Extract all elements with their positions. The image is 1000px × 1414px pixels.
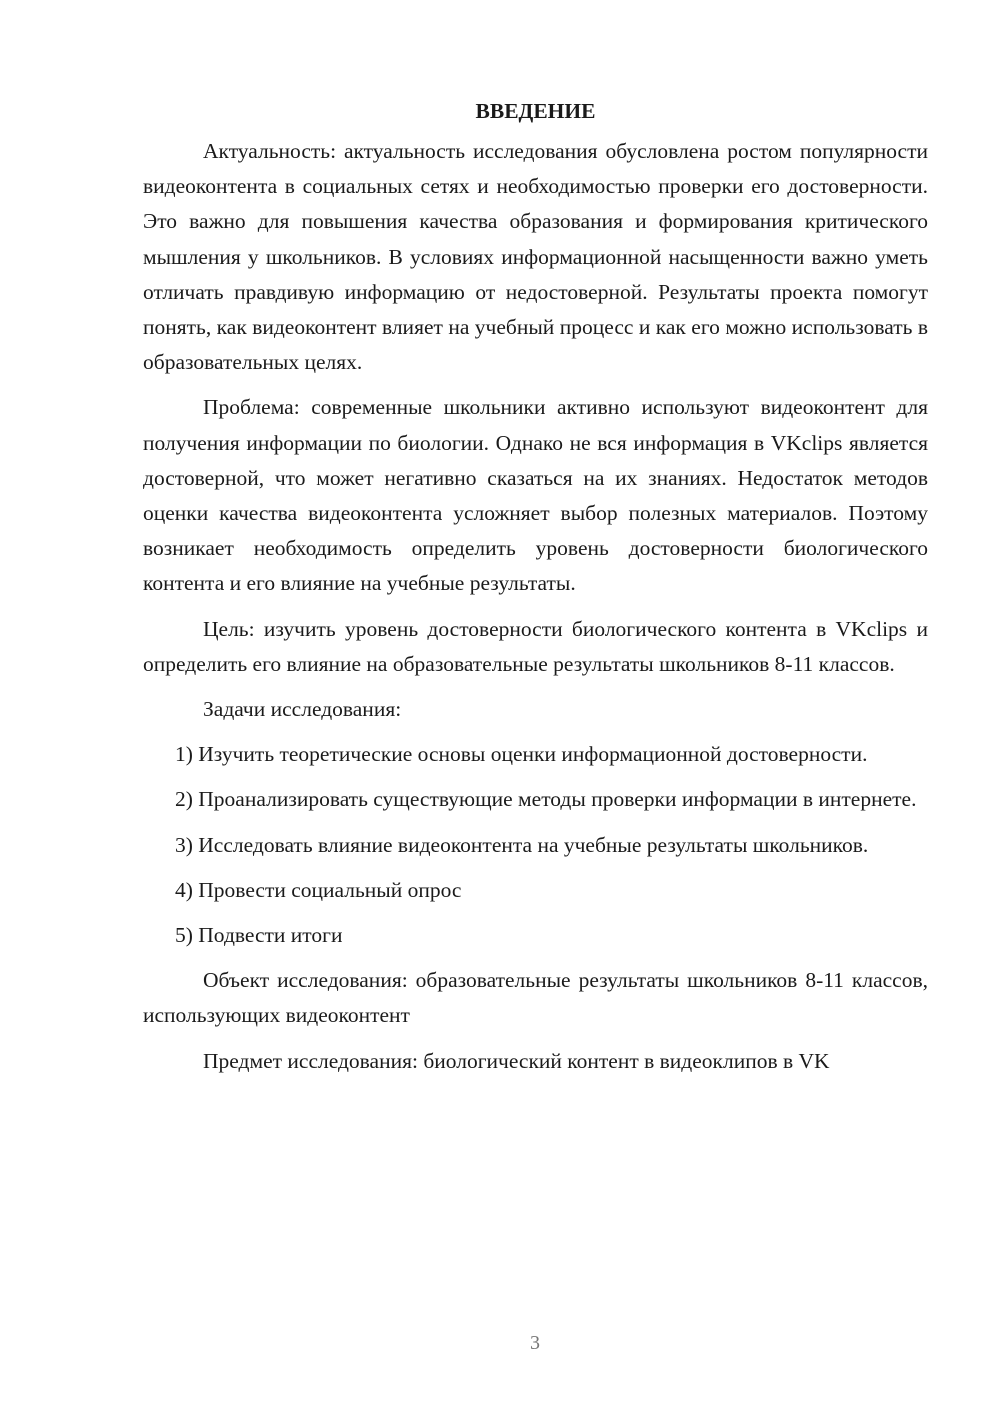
task-item-1: 1) Изучить теоретические основы оценки информационной достоверности. [175, 742, 868, 767]
paragraph-subject: Предмет исследования: биологический контент в видеоклипов в VK [203, 1048, 830, 1073]
task-item-5: 5) Подвести итоги [175, 923, 343, 948]
task-item-4: 4) Провести социальный опрос [175, 877, 462, 902]
task-item-2: 2) Проанализировать существующие методы проверки информации в интернете. [175, 787, 917, 812]
task-item-3: 3) Исследовать влияние видеоконтента на учебные результаты школьников. [175, 832, 869, 857]
paragraph-object: Объект исследования: образовательные результаты школьников 8-11 классов, использующих видеоконтент [143, 968, 928, 1028]
paragraph-relevance: Актуальность: актуальность исследования обусловлена ростом популярности видеоконтента в социальных сетях и необходимостью проверки его достоверности. Это важно для повышения качества образования и формирования критического мышления у школьников. В условиях информационной насыщенности важно уметь отличать правдивую информацию от недостоверной. Результаты проекта помогут понять, как видеоконтент влияет на учебный процесс и как его можно использовать в образовательных целях. [143, 139, 928, 375]
paragraph-goal: Цель: изучить уровень достоверности биологического контента в VKclips и определить его влияние на образовательные результаты школьников 8-11 классов. [143, 616, 928, 676]
page-number: 3 [530, 1332, 540, 1354]
page-body [143, 92, 928, 1089]
section-title: ВВЕДЕНИЕ [475, 99, 596, 123]
paragraph-problem: Проблема: современные школьники активно используют видеоконтент для получения информации по биологии. Однако не вся информация в VKclips является достоверной, что может негативно сказаться на их знаниях. Недостаток методов оценки качества видеоконтента усложняет выбор полезных материалов. Поэтому возникает необходимость определить уровень достоверности биологического контента и его влияние на учебные результаты. [143, 395, 928, 596]
paragraph-tasks-heading: Задачи исследования: [203, 697, 402, 722]
